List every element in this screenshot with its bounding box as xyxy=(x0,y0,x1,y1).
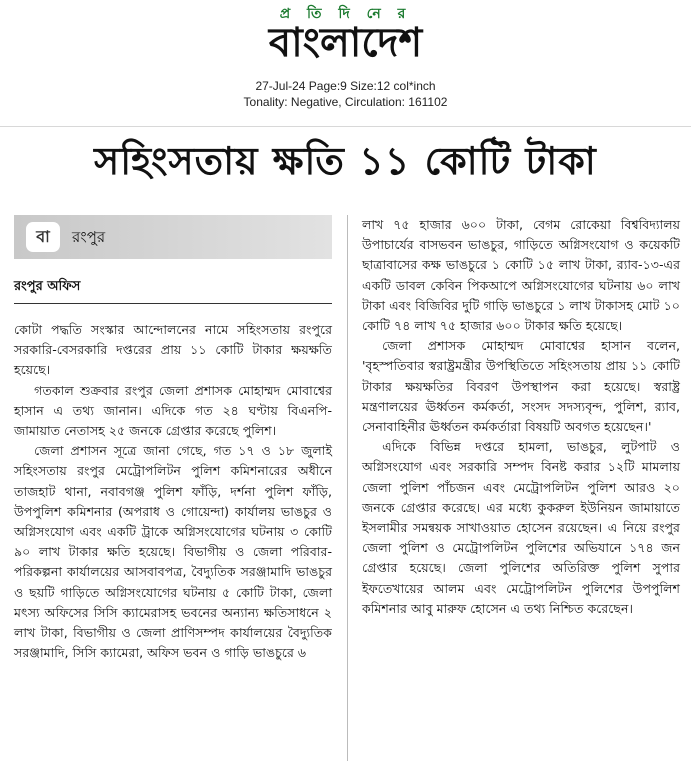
article-paragraph: জেলা প্রশাসক মোহাম্মদ মোবাশ্বের হাসান বলেন, 'বৃহস্পতিবার স্বরাষ্ট্রমন্ত্রীর উপস্থিতিতে সহিংসতায় প্রায় ১১ কোটি টাকার ক্ষয়ক্ষতির বিবরণ উপস্থাপন করা হয়েছে। স্বরাষ্ট্র মন্ত্রণালয়ের ঊর্ধ্বতন কর্মকর্তা, সংসদ সদস্যবৃন্দ, পুলিশ, র‍্যাব, সেনাবাহিনীর ঊর্ধ্বতন কর্মকর্তারা বিষয়টি অবগত হয়েছেন।' xyxy=(362,338,680,435)
column-divider xyxy=(347,215,348,761)
location-badge: বা xyxy=(26,222,60,252)
article-headline: সহিংসতায় ক্ষতি ১১ কোটি টাকা xyxy=(94,139,597,183)
article-paragraph: লাখ ৭৫ হাজার ৬০০ টাকা, বেগম রোকেয়া বিশ্ববিদ্যালয় উপাচার্যের বাসভবন ভাঙচুর, গাড়িতে অগ্নিসংযোগ ও কয়েকটি ছাত্রাবাসের কক্ষ ভাঙচুরে ১ কোটি ১৫ লাখ টাকা, র‍্যাব-১৩-এর একটি ডাবল কেবিন পিকআপে অগ্নিসংযোগের ঘটনায় ৬০ লাখ টাকা এবং বিজিবির দুটি গাড়ি ভাঙচুরে ১ লাখ টাকাসহ মোট ১০ কোটি ৭৪ লাখ ৭৫ হাজার ৬০০ টাকার ক্ষতি হয়েছে। xyxy=(362,217,680,334)
article-paragraph: এদিকে বিভিন্ন দপ্তরে হামলা, ভাঙচুর, লুটপাট ও অগ্নিসংযোগ এবং সরকারি সম্পদ বিনষ্ট করার ১২টি মামলায় জেলা পুলিশ পাঁচজন এবং মেট্রোপলিটন পুলিশ আরও ২০ জনকে গ্রেপ্তার করেছে। এর মধ্যে কুকরুল ইউনিয়ন জামায়াতে ইসলামীর সমন্বয়ক সাখাওয়াত হোসেন রয়েছেন। এ নিয়ে রংপুর জেলা পুলিশ ও মেট্রোপলিটন পুলিশের অভিযানে ১৭৪ জন গ্রেপ্তার হয়েছে। জেলা পুলিশের অতিরিক্ত পুলিশ সুপার ইফতেখায়ের আলম এবং মেট্রোপলিটন পুলিশের উপপুলিশ কমিশনার আবু মারুফ হোসেন এ তথ্য নিশ্চিত করেছেন। xyxy=(362,439,680,616)
article-paragraph: জেলা প্রশাসন সূত্রে জানা গেছে, গত ১৭ ও ১৮ জুলাই সহিংসতায় রংপুর মেট্রোপলিটন পুলিশ কমিশনারের অধীনে তাজহাট থানা, নবাবগঞ্জ পুলিশ ফাঁড়ি, দর্শনা পুলিশ ফাঁড়ি, উপপুলিশ কমিশনার (অপরাধ ও গোয়েন্দা) কার্যালয় ভাঙচুর ও অগ্নিসংযোগ এবং একটি ট্রাকে অগ্নিসংযোগের ঘটনায় ৩ কোটি ৯০ লাখ টাকার ক্ষতি হয়েছে। বিভাগীয় ও জেলা পরিবার-পরিকল্পনা কার্যালয়ের আসবাবপত্র, বৈদ্যুতিক সরঞ্জামাদি ভাঙচুর ও ছয়টি গাড়িতে অগ্নিসংযোগের ঘটনায় ৫ কোটি টাকা, জেলা মৎস্য অফিসের সিসি ক্যামেরাসহ ভবনের অন্যান্য ক্ষতিসাধনে ২ লাখ টাকা, বিভাগীয় ও জেলা প্রাণিসম্পদ কার্যালয়ের বৈদ্যুতিক সরঞ্জামাদি, সিসি ক্যামেরা, অফিস ভবন ও গাড়ি ভাঙচুরে ৬ xyxy=(14,443,332,661)
article-byline: রংপুর অফিস xyxy=(14,279,81,294)
article-paragraph: গতকাল শুক্রবার রংপুর জেলা প্রশাসক মোহাম্মদ মোবাশ্বের হাসান এ তথ্য জানান। এদিকে গত ২৪ ঘণ্টায় বিএনপি-জামায়াত নেতাসহ ২৫ জনকে গ্রেপ্তার করেছে পুলিশ। xyxy=(14,382,332,439)
article-column-right xyxy=(362,215,680,619)
location-banner xyxy=(14,215,332,259)
masthead-tagline: প্র তি দি নে র xyxy=(279,6,412,22)
article-clipping xyxy=(0,126,691,773)
newspaper-logo: বাংলাদেশ xyxy=(268,20,423,66)
clipping-meta-tonality: Tonality: Negative, Circulation: 161102 xyxy=(243,95,448,109)
byline-divider xyxy=(14,303,332,304)
article-paragraph: কোটা পদ্ধতি সংস্কার আন্দোলনের নামে সহিংসতায় রংপুরে সরকারি-বেসরকারি দপ্তরের প্রায় ১১ কোটি টাকার ক্ষয়ক্ষতি হয়েছে। xyxy=(14,322,332,378)
article-column-left xyxy=(14,320,332,663)
clipping-meta-date-page: 27-Jul-24 Page:9 Size:12 col*inch xyxy=(255,79,436,93)
location-label: রংপুর xyxy=(72,228,106,246)
